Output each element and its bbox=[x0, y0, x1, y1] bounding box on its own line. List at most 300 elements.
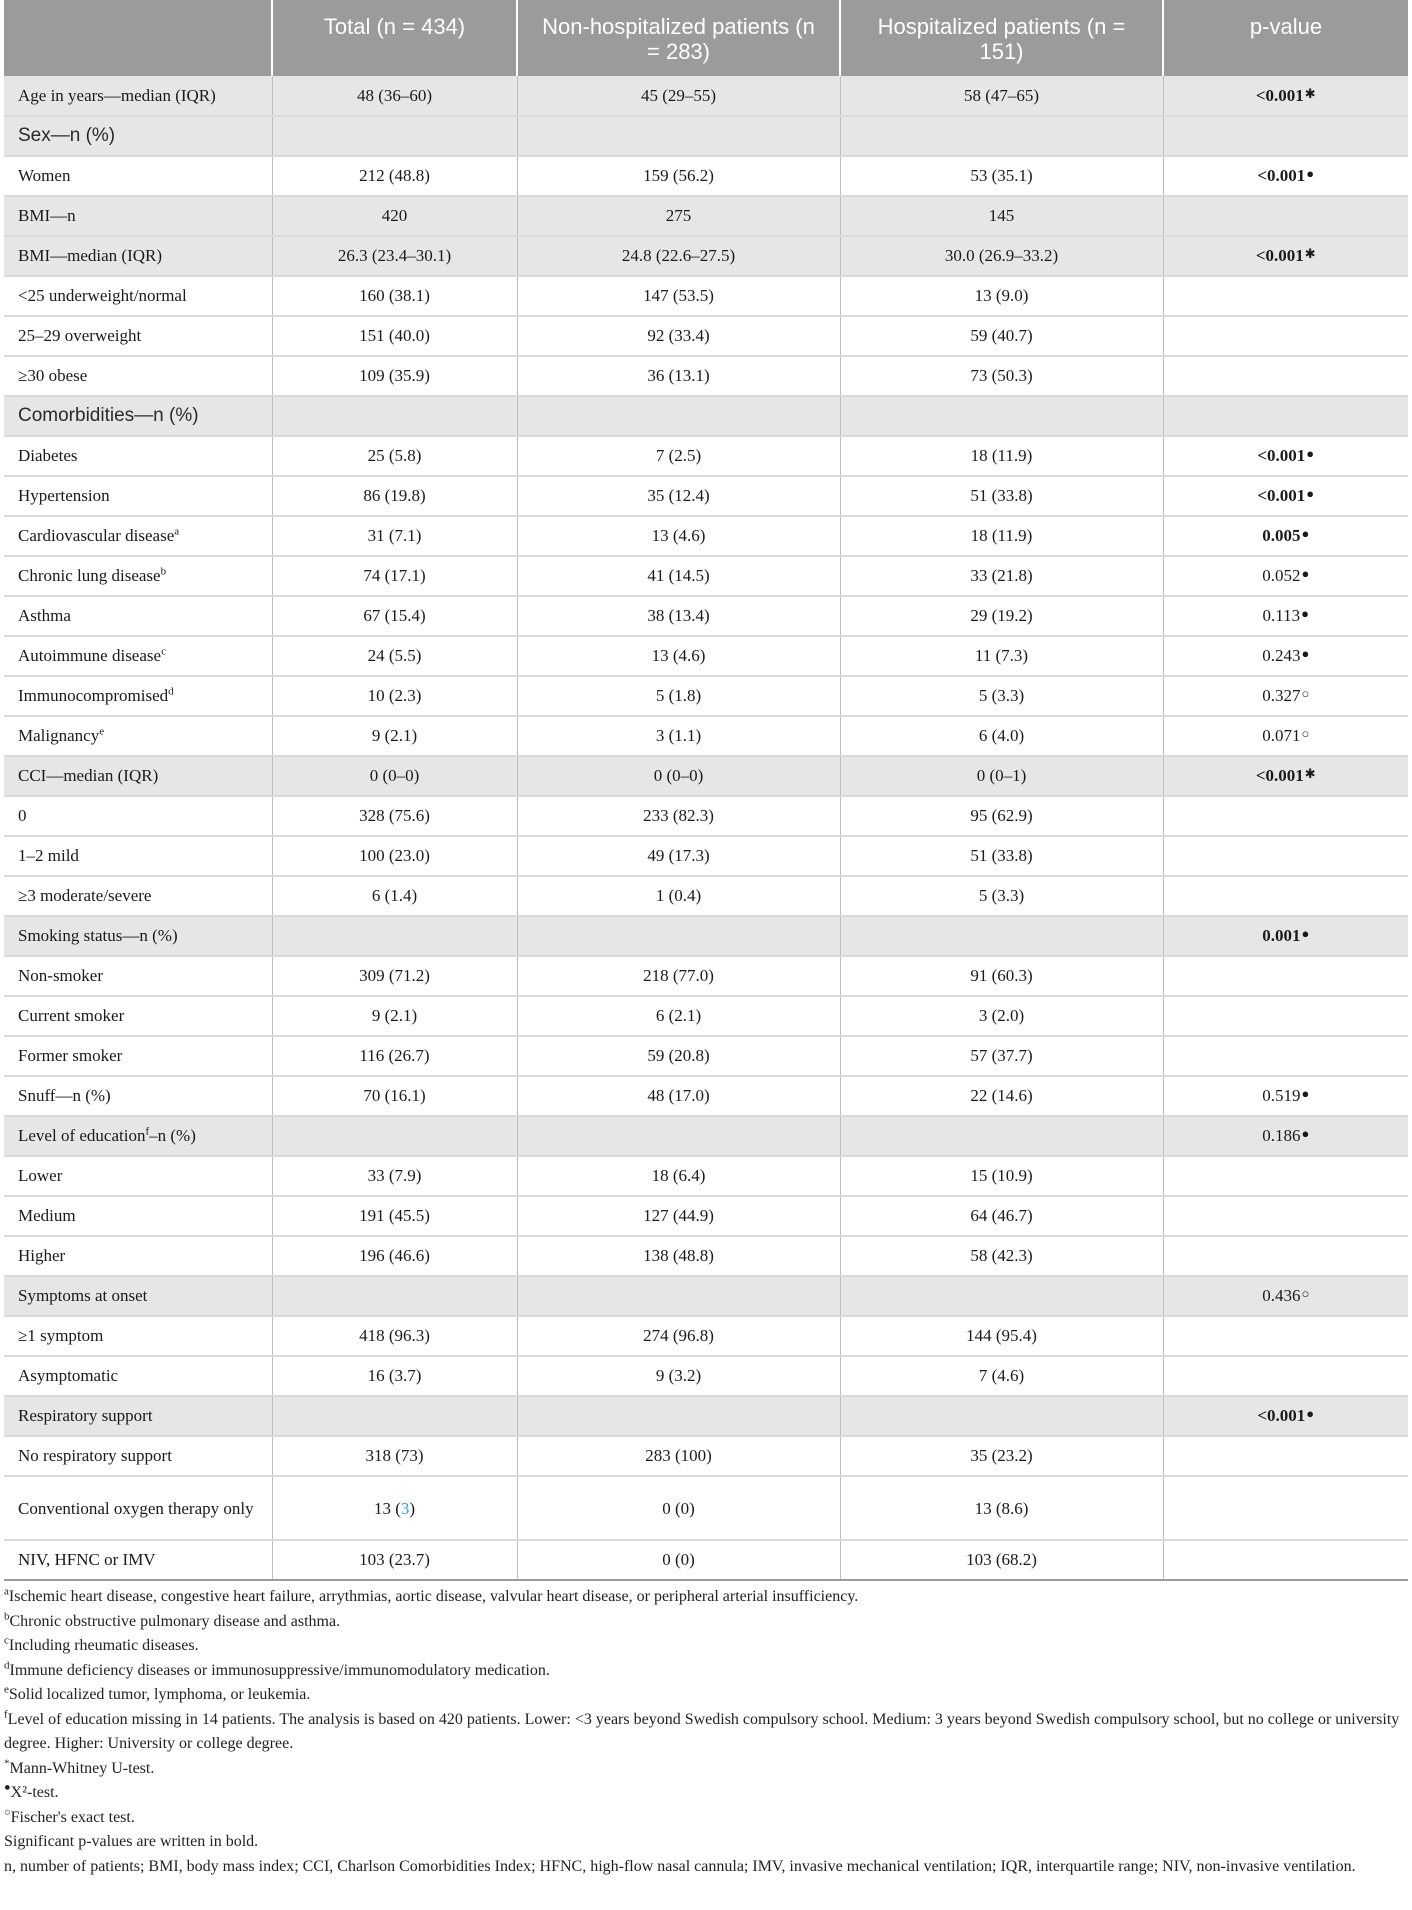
table-row bbox=[4, 436, 1408, 476]
footnote bbox=[4, 1830, 1408, 1855]
cell-hospitalized: 59 (40.7) bbox=[840, 316, 1163, 356]
table-row bbox=[4, 1036, 1408, 1076]
cell-p-value bbox=[1163, 356, 1408, 396]
row-label bbox=[4, 1276, 272, 1316]
row-label-text: Asymptomatic bbox=[18, 1366, 119, 1385]
table-row bbox=[4, 596, 1408, 636]
cell-non-hospitalized: 45 (29–55) bbox=[517, 76, 840, 116]
cell-total-value: 26.3 (23.4–30.1) bbox=[337, 246, 452, 265]
cell-non-hospitalized: 13 (4.6) bbox=[517, 516, 840, 556]
cell-total bbox=[272, 1316, 517, 1356]
row-label-text: Lower bbox=[18, 1166, 63, 1185]
row-label-text: Malignancy bbox=[18, 726, 100, 745]
cell-total bbox=[272, 476, 517, 516]
cell-non-hospitalized: 6 (2.1) bbox=[517, 996, 840, 1036]
cell-p-value bbox=[1163, 676, 1408, 716]
test-marker: ✱ bbox=[1304, 246, 1316, 261]
cell-hospitalized: 5 (3.3) bbox=[840, 876, 1163, 916]
table-row bbox=[4, 396, 1408, 436]
cell-p-value bbox=[1163, 1316, 1408, 1356]
cell-total bbox=[272, 996, 517, 1036]
footnote-ref: b bbox=[160, 565, 167, 578]
table-row bbox=[4, 236, 1408, 276]
cell-p-value bbox=[1163, 836, 1408, 876]
row-label-text: Non-smoker bbox=[18, 966, 103, 985]
patient-characteristics-table bbox=[4, 0, 1408, 1581]
row-label bbox=[4, 1356, 272, 1396]
cell-p-value bbox=[1163, 116, 1408, 156]
cell-total-value: 31 (7.1) bbox=[367, 526, 422, 545]
table-row bbox=[4, 316, 1408, 356]
cell-non-hospitalized: 233 (82.3) bbox=[517, 796, 840, 836]
cell-total bbox=[272, 676, 517, 716]
test-marker: ● bbox=[1306, 446, 1315, 461]
cell-total bbox=[272, 636, 517, 676]
row-label-text: 25–29 overweight bbox=[18, 326, 142, 345]
cell-non-hospitalized: 147 (53.5) bbox=[517, 276, 840, 316]
cell-total bbox=[272, 1196, 517, 1236]
row-label bbox=[4, 356, 272, 396]
row-label-text: ≥3 moderate/severe bbox=[18, 886, 152, 905]
row-label-text: Former smoker bbox=[18, 1046, 123, 1065]
table-row bbox=[4, 1236, 1408, 1276]
cell-total bbox=[272, 1476, 517, 1540]
cell-p-value bbox=[1163, 636, 1408, 676]
table-row bbox=[4, 276, 1408, 316]
row-label bbox=[4, 1196, 272, 1236]
footnote-ref: d bbox=[168, 685, 174, 698]
cell-total-value: 318 (73) bbox=[365, 1446, 424, 1465]
cell-non-hospitalized: 0 (0–0) bbox=[517, 756, 840, 796]
document bbox=[4, 0, 1408, 1879]
row-label bbox=[4, 956, 272, 996]
cell-p-value bbox=[1163, 236, 1408, 276]
cell-hospitalized bbox=[840, 1116, 1163, 1156]
cell-hospitalized: 91 (60.3) bbox=[840, 956, 1163, 996]
cell-non-hospitalized: 127 (44.9) bbox=[517, 1196, 840, 1236]
test-marker: ● bbox=[1301, 1126, 1310, 1141]
p-value-text: <0.001 bbox=[1257, 486, 1306, 505]
cell-total-value: 100 (23.0) bbox=[359, 846, 430, 865]
cell-p-value bbox=[1163, 1356, 1408, 1396]
cell-hospitalized: 58 (42.3) bbox=[840, 1236, 1163, 1276]
row-label bbox=[4, 676, 272, 716]
cell-non-hospitalized: 0 (0) bbox=[517, 1476, 840, 1540]
cell-non-hospitalized: 59 (20.8) bbox=[517, 1036, 840, 1076]
reference-link[interactable]: 3 bbox=[400, 1498, 410, 1518]
cell-total bbox=[272, 396, 517, 436]
cell-hospitalized bbox=[840, 116, 1163, 156]
cell-hospitalized bbox=[840, 1396, 1163, 1436]
table-row bbox=[4, 916, 1408, 956]
table-row bbox=[4, 1316, 1408, 1356]
cell-hospitalized: 73 (50.3) bbox=[840, 356, 1163, 396]
cell-hospitalized: 22 (14.6) bbox=[840, 1076, 1163, 1116]
cell-hospitalized: 5 (3.3) bbox=[840, 676, 1163, 716]
cell-hospitalized: 58 (47–65) bbox=[840, 76, 1163, 116]
cell-p-value bbox=[1163, 1476, 1408, 1540]
row-label-text: Autoimmune disease bbox=[18, 646, 162, 665]
row-label-text: BMI—median (IQR) bbox=[18, 246, 163, 265]
cell-total-value: 25 (5.8) bbox=[367, 446, 422, 465]
row-label-text: Cardiovascular disease bbox=[18, 526, 175, 545]
cell-total bbox=[272, 356, 517, 396]
p-value-text: <0.001 bbox=[1255, 766, 1304, 785]
cell-total bbox=[272, 76, 517, 116]
cell-total-suffix: ) bbox=[409, 1498, 416, 1518]
row-label bbox=[4, 996, 272, 1036]
cell-p-value bbox=[1163, 396, 1408, 436]
cell-non-hospitalized: 41 (14.5) bbox=[517, 556, 840, 596]
cell-hospitalized: 103 (68.2) bbox=[840, 1540, 1163, 1580]
cell-total-value: 67 (15.4) bbox=[363, 606, 426, 625]
row-label-text: Smoking status—n (%) bbox=[18, 926, 178, 945]
test-marker: ✱ bbox=[1304, 766, 1316, 781]
table-row bbox=[4, 1116, 1408, 1156]
cell-non-hospitalized: 38 (13.4) bbox=[517, 596, 840, 636]
footnote bbox=[4, 1757, 1408, 1782]
cell-total bbox=[272, 836, 517, 876]
test-marker: ● bbox=[1301, 526, 1310, 541]
cell-hospitalized: 51 (33.8) bbox=[840, 476, 1163, 516]
table-header bbox=[4, 0, 1408, 76]
cell-total-value: 151 (40.0) bbox=[359, 326, 430, 345]
row-label-text: Comorbidities—n (%) bbox=[18, 405, 199, 426]
cell-p-value bbox=[1163, 1540, 1408, 1580]
cell-p-value bbox=[1163, 716, 1408, 756]
cell-p-value bbox=[1163, 1116, 1408, 1156]
table-row bbox=[4, 796, 1408, 836]
cell-total-value: 10 (2.3) bbox=[367, 686, 422, 705]
cell-p-value bbox=[1163, 1076, 1408, 1116]
footnote-text: n, number of patients; BMI, body mass index; CCI, Charlson Comorbidities Index; HFNC, high-flow nasal cannula; IMV, invasive mechanical ventilation; IQR, interquartile range; NIV, non-invasive ventilation. bbox=[4, 1857, 1356, 1875]
table-row bbox=[4, 476, 1408, 516]
table-row bbox=[4, 1076, 1408, 1116]
cell-total-value: 116 (26.7) bbox=[359, 1046, 430, 1065]
footnote-marker: d bbox=[4, 1659, 10, 1672]
cell-non-hospitalized: 9 (3.2) bbox=[517, 1356, 840, 1396]
cell-non-hospitalized bbox=[517, 396, 840, 436]
test-marker: ● bbox=[1301, 606, 1309, 621]
cell-total-value: 9 (2.1) bbox=[371, 1006, 418, 1025]
table-row bbox=[4, 716, 1408, 756]
cell-total bbox=[272, 1540, 517, 1580]
cell-total bbox=[272, 756, 517, 796]
footnote-ref: f bbox=[145, 1125, 150, 1138]
cell-total-value: 33 (7.9) bbox=[367, 1166, 422, 1185]
footnote-text: Immune deficiency diseases or immunosuppressive/immunomodulatory medication. bbox=[9, 1661, 550, 1679]
row-label bbox=[4, 1036, 272, 1076]
table-row bbox=[4, 1156, 1408, 1196]
table-footnotes bbox=[4, 1585, 1408, 1879]
p-value-text: <0.001 bbox=[1257, 1406, 1306, 1425]
table-row bbox=[4, 1276, 1408, 1316]
footnote-ref: c bbox=[161, 645, 166, 658]
cell-total-value: 48 (36–60) bbox=[356, 85, 433, 105]
cell-total bbox=[272, 1396, 517, 1436]
cell-total bbox=[272, 1116, 517, 1156]
cell-p-value bbox=[1163, 1236, 1408, 1276]
cell-total bbox=[272, 516, 517, 556]
cell-hospitalized: 144 (95.4) bbox=[840, 1316, 1163, 1356]
table-row bbox=[4, 956, 1408, 996]
cell-total-value: 418 (96.3) bbox=[359, 1326, 430, 1345]
cell-total-value: 86 (19.8) bbox=[363, 486, 426, 505]
cell-total bbox=[272, 1436, 517, 1476]
row-label bbox=[4, 76, 272, 116]
footnote-text: Fischer's exact test. bbox=[10, 1808, 135, 1826]
row-label bbox=[4, 516, 272, 556]
cell-total-value: 70 (16.1) bbox=[363, 1086, 426, 1105]
row-label bbox=[4, 276, 272, 316]
header-label-column bbox=[4, 0, 272, 76]
footnote-marker: e bbox=[4, 1683, 9, 1696]
cell-non-hospitalized: 0 (0) bbox=[517, 1540, 840, 1580]
cell-total bbox=[272, 556, 517, 596]
cell-p-value bbox=[1163, 876, 1408, 916]
footnote bbox=[4, 1585, 1408, 1610]
row-label-text: Diabetes bbox=[18, 446, 78, 465]
p-value-text: <0.001 bbox=[1257, 166, 1306, 185]
row-label bbox=[4, 396, 272, 436]
row-label bbox=[4, 476, 272, 516]
table-row bbox=[4, 516, 1408, 556]
cell-total bbox=[272, 116, 517, 156]
p-value-text: 0.186 bbox=[1262, 1126, 1301, 1145]
row-label bbox=[4, 236, 272, 276]
cell-p-value bbox=[1163, 996, 1408, 1036]
footnote-marker: c bbox=[4, 1634, 9, 1647]
test-marker: ✱ bbox=[1304, 85, 1316, 101]
footnote-ref: e bbox=[99, 725, 105, 738]
cell-non-hospitalized: 218 (77.0) bbox=[517, 956, 840, 996]
row-label bbox=[4, 916, 272, 956]
cell-total-value: 13 ( bbox=[373, 1498, 401, 1518]
cell-non-hospitalized: 283 (100) bbox=[517, 1436, 840, 1476]
cell-non-hospitalized: 36 (13.1) bbox=[517, 356, 840, 396]
row-label-text: BMI—n bbox=[18, 206, 76, 225]
cell-total-value: 191 (45.5) bbox=[359, 1206, 430, 1225]
cell-p-value bbox=[1163, 76, 1408, 116]
cell-hospitalized: 95 (62.9) bbox=[840, 796, 1163, 836]
p-value-text: 0.519 bbox=[1262, 1086, 1301, 1105]
cell-p-value bbox=[1163, 516, 1408, 556]
row-label bbox=[4, 596, 272, 636]
footnote bbox=[4, 1659, 1408, 1684]
cell-total-value: 212 (48.8) bbox=[359, 166, 430, 185]
p-value-text: 0.052 bbox=[1262, 566, 1301, 585]
cell-p-value bbox=[1163, 276, 1408, 316]
cell-p-value bbox=[1163, 796, 1408, 836]
row-label bbox=[4, 1436, 272, 1476]
cell-non-hospitalized: 18 (6.4) bbox=[517, 1156, 840, 1196]
cell-p-value bbox=[1163, 1276, 1408, 1316]
row-label-text: 0 bbox=[18, 806, 27, 825]
row-label bbox=[4, 1236, 272, 1276]
cell-non-hospitalized: 275 bbox=[517, 196, 840, 236]
cell-hospitalized: 35 (23.2) bbox=[840, 1436, 1163, 1476]
row-label-text: Conventional oxygen therapy only bbox=[18, 1498, 254, 1518]
cell-hospitalized: 57 (37.7) bbox=[840, 1036, 1163, 1076]
cell-total-value: 0 (0–0) bbox=[369, 766, 420, 785]
cell-p-value bbox=[1163, 196, 1408, 236]
cell-hospitalized: 64 (46.7) bbox=[840, 1196, 1163, 1236]
row-label-text: No respiratory support bbox=[18, 1446, 172, 1465]
row-label bbox=[4, 1540, 272, 1580]
cell-total bbox=[272, 876, 517, 916]
cell-total-value: 6 (1.4) bbox=[371, 886, 418, 905]
header-p-value: p-value bbox=[1163, 0, 1408, 76]
row-label-text: Respiratory support bbox=[18, 1406, 153, 1425]
cell-p-value bbox=[1163, 596, 1408, 636]
row-label bbox=[4, 196, 272, 236]
cell-hospitalized: 30.0 (26.9–33.2) bbox=[840, 236, 1163, 276]
row-label bbox=[4, 836, 272, 876]
table-row bbox=[4, 116, 1408, 156]
footnote-text: Ischemic heart disease, congestive heart failure, arrythmias, aortic disease, valvular heart disease, or peripheral arterial insufficiency. bbox=[8, 1588, 859, 1605]
test-marker: ● bbox=[1306, 166, 1315, 181]
header-total: Total (n = 434) bbox=[272, 0, 517, 76]
test-marker: ● bbox=[1306, 486, 1315, 501]
table-row bbox=[4, 1540, 1408, 1580]
cell-total-value: 24 (5.5) bbox=[367, 646, 422, 665]
footnote-marker: ○ bbox=[4, 1806, 11, 1819]
row-label-text: NIV, HFNC or IMV bbox=[18, 1550, 156, 1569]
row-label-text: Higher bbox=[18, 1246, 66, 1265]
cell-hospitalized: 15 (10.9) bbox=[840, 1156, 1163, 1196]
cell-hospitalized: 51 (33.8) bbox=[840, 836, 1163, 876]
footnote-text: Level of education missing in 14 patients. The analysis is based on 420 patients. Lower: <3 years beyond Swedish compulsory school. Medium: 3 years beyond Swedish compulsory school, but no college or university degree. Higher: University or college degree. bbox=[4, 1710, 1400, 1752]
cell-p-value bbox=[1163, 756, 1408, 796]
table-row bbox=[4, 1356, 1408, 1396]
cell-non-hospitalized: 48 (17.0) bbox=[517, 1076, 840, 1116]
cell-p-value bbox=[1163, 556, 1408, 596]
table-row bbox=[4, 996, 1408, 1036]
p-value-text: 0.005 bbox=[1262, 526, 1301, 545]
row-label bbox=[4, 1396, 272, 1436]
footnote-text: Solid localized tumor, lymphoma, or leukemia. bbox=[8, 1686, 311, 1703]
table-row bbox=[4, 1436, 1408, 1476]
cell-non-hospitalized: 35 (12.4) bbox=[517, 476, 840, 516]
footnote-marker: f bbox=[4, 1708, 8, 1721]
row-label bbox=[4, 876, 272, 916]
cell-p-value bbox=[1163, 156, 1408, 196]
footnote bbox=[4, 1855, 1408, 1880]
row-label-text: Immunocompromised bbox=[18, 686, 169, 705]
row-label-text: Chronic lung disease bbox=[18, 566, 161, 585]
cell-total-value: 74 (17.1) bbox=[363, 566, 426, 585]
cell-total bbox=[272, 1076, 517, 1116]
cell-total bbox=[272, 156, 517, 196]
cell-non-hospitalized: 5 (1.8) bbox=[517, 676, 840, 716]
row-label bbox=[4, 716, 272, 756]
row-label bbox=[4, 1316, 272, 1356]
cell-hospitalized: 0 (0–1) bbox=[840, 756, 1163, 796]
cell-p-value bbox=[1163, 436, 1408, 476]
row-label-text: Hypertension bbox=[18, 486, 110, 505]
cell-p-value bbox=[1163, 316, 1408, 356]
table-body bbox=[4, 76, 1408, 1580]
cell-total bbox=[272, 1156, 517, 1196]
p-value-text: <0.001 bbox=[1257, 446, 1306, 465]
table-row bbox=[4, 1476, 1408, 1540]
footnote bbox=[4, 1610, 1408, 1635]
cell-total-value: 309 (71.2) bbox=[359, 966, 430, 985]
test-marker: ○ bbox=[1301, 1286, 1310, 1301]
row-label bbox=[4, 1476, 272, 1540]
footnote bbox=[4, 1634, 1408, 1659]
cell-total bbox=[272, 316, 517, 356]
cell-total bbox=[272, 596, 517, 636]
row-label-suffix: –n (%) bbox=[149, 1126, 196, 1145]
cell-total bbox=[272, 1236, 517, 1276]
p-value-text: 0.436 bbox=[1262, 1286, 1301, 1305]
cell-total-value: 109 (35.9) bbox=[359, 366, 430, 385]
cell-non-hospitalized: 1 (0.4) bbox=[517, 876, 840, 916]
row-label-text: ≥30 obese bbox=[18, 366, 88, 385]
cell-total bbox=[272, 1036, 517, 1076]
cell-hospitalized: 53 (35.1) bbox=[840, 156, 1163, 196]
p-value-text: 0.001 bbox=[1262, 926, 1301, 945]
p-value-text: 0.243 bbox=[1262, 646, 1301, 665]
p-value-text: 0.327 bbox=[1262, 686, 1301, 705]
footnote-ref: a bbox=[174, 525, 180, 538]
test-marker: ● bbox=[1306, 1406, 1315, 1421]
table-row bbox=[4, 556, 1408, 596]
row-label-text: CCI—median (IQR) bbox=[18, 766, 159, 785]
cell-total bbox=[272, 236, 517, 276]
footnote-text: X²-test. bbox=[10, 1784, 59, 1801]
footnote-text: Chronic obstructive pulmonary disease and asthma. bbox=[9, 1612, 341, 1630]
cell-non-hospitalized: 274 (96.8) bbox=[517, 1316, 840, 1356]
cell-p-value bbox=[1163, 1196, 1408, 1236]
row-label-text: Level of education bbox=[18, 1126, 146, 1145]
cell-hospitalized: 18 (11.9) bbox=[840, 436, 1163, 476]
footnote-text: Including rheumatic diseases. bbox=[8, 1637, 199, 1654]
cell-non-hospitalized: 3 (1.1) bbox=[517, 716, 840, 756]
cell-hospitalized: 13 (9.0) bbox=[840, 276, 1163, 316]
row-label bbox=[4, 1116, 272, 1156]
cell-non-hospitalized bbox=[517, 1276, 840, 1316]
cell-p-value bbox=[1163, 1156, 1408, 1196]
table-row bbox=[4, 756, 1408, 796]
row-label-text: Current smoker bbox=[18, 1006, 125, 1025]
row-label bbox=[4, 316, 272, 356]
cell-non-hospitalized bbox=[517, 1116, 840, 1156]
row-label bbox=[4, 436, 272, 476]
cell-total bbox=[272, 436, 517, 476]
cell-non-hospitalized bbox=[517, 916, 840, 956]
cell-p-value bbox=[1163, 1436, 1408, 1476]
footnote-text: Mann-Whitney U-test. bbox=[9, 1759, 155, 1777]
cell-non-hospitalized: 92 (33.4) bbox=[517, 316, 840, 356]
cell-total bbox=[272, 196, 517, 236]
row-label-text: Sex—n (%) bbox=[18, 125, 116, 146]
table-row bbox=[4, 676, 1408, 716]
cell-non-hospitalized: 49 (17.3) bbox=[517, 836, 840, 876]
test-marker: ○ bbox=[1301, 686, 1310, 701]
row-label bbox=[4, 756, 272, 796]
cell-p-value bbox=[1163, 1036, 1408, 1076]
table-row bbox=[4, 1396, 1408, 1436]
footnote bbox=[4, 1683, 1408, 1708]
p-value-text: 0.113 bbox=[1262, 606, 1301, 625]
table-row bbox=[4, 636, 1408, 676]
row-label bbox=[4, 636, 272, 676]
cell-p-value bbox=[1163, 476, 1408, 516]
cell-total bbox=[272, 796, 517, 836]
cell-total bbox=[272, 956, 517, 996]
